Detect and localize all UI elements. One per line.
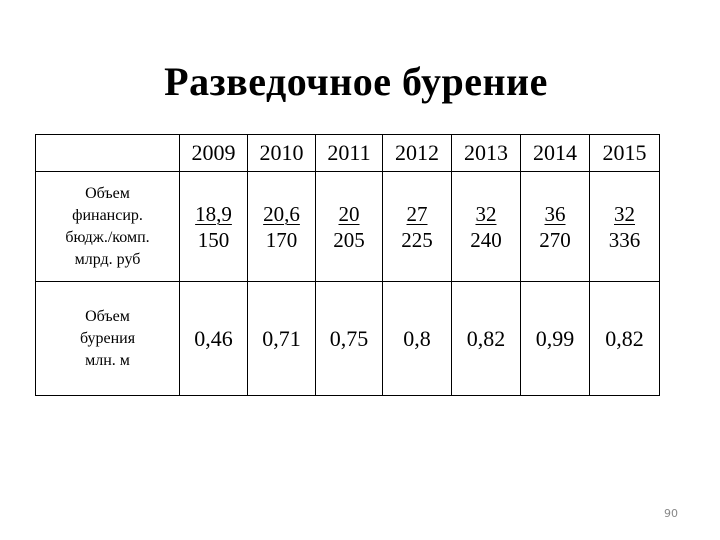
company-value: 170: [265, 227, 298, 252]
year-header: 2013: [452, 135, 521, 172]
year-header: 2014: [521, 135, 590, 172]
company-value: 225: [401, 227, 433, 252]
budget-value: 32: [475, 201, 497, 226]
company-value: 240: [470, 227, 502, 252]
row-label-line: млрд. руб: [74, 250, 141, 268]
row-label-line: бюдж./комп.: [65, 228, 150, 246]
financing-row-label: [36, 172, 180, 282]
company-value: 205: [333, 227, 365, 252]
row-label-line: финансир.: [72, 206, 143, 224]
row-label-line: млн. м: [85, 351, 130, 369]
financing-cell: [316, 172, 383, 282]
drilling-value: 0,82: [590, 282, 660, 396]
year-header: 2015: [590, 135, 660, 172]
row-label-line: Объем: [85, 184, 130, 202]
financing-cell: [452, 172, 521, 282]
financing-cell: [248, 172, 316, 282]
financing-cell: [180, 172, 248, 282]
year-header: 2009: [180, 135, 248, 172]
company-value: 270: [539, 227, 571, 252]
drilling-value: 0,46: [180, 282, 248, 396]
page-number: 90: [664, 507, 678, 520]
financing-cell: [590, 172, 660, 282]
drilling-value: 0,75: [316, 282, 383, 396]
budget-value: 32: [614, 201, 635, 226]
slide-title: Разведочное бурение: [164, 59, 548, 104]
budget-value: 27: [406, 201, 428, 226]
year-header: 2012: [383, 135, 452, 172]
budget-value: 18,9: [195, 201, 232, 226]
row-label-line: бурения: [79, 329, 136, 347]
financing-cell: [521, 172, 590, 282]
header-row: [36, 135, 660, 172]
financing-cell: [383, 172, 452, 282]
drilling-value: 0,71: [248, 282, 316, 396]
data-table: [35, 134, 660, 396]
row-label-line: Объем: [85, 307, 130, 325]
year-header: 2010: [248, 135, 316, 172]
drilling-value: 0,8: [383, 282, 452, 396]
company-value: 336: [608, 227, 641, 252]
year-header: 2011: [316, 135, 383, 172]
drilling-row-label: [36, 282, 180, 396]
drilling-row: [36, 282, 660, 396]
drilling-value: 0,99: [521, 282, 590, 396]
budget-value: 20,6: [263, 201, 300, 226]
financing-row: [36, 172, 660, 282]
drilling-value: 0,82: [452, 282, 521, 396]
budget-value: 36: [544, 201, 566, 226]
budget-value: 20: [338, 201, 360, 226]
company-value: 150: [197, 227, 230, 252]
corner-cell: [36, 135, 180, 172]
